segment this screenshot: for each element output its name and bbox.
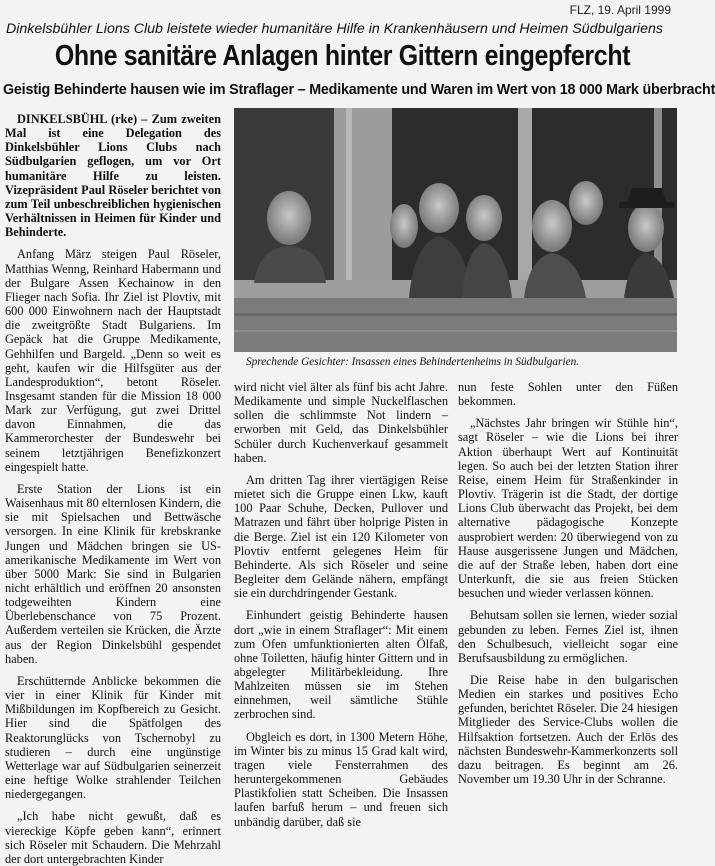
article-paragraph: Obgleich es dort, in 1300 Metern Höhe, im Winter bis zu minus 15 Grad kalt wird, tragen viele Fensterrahmen des heruntergekommenen Gebäudes Plastikfolien statt Scheiben. Die Insassen laufen barfuß herum – und freuen sich unbändig darüber, daß sie [234,729,448,829]
article-paragraph: Einhundert geistig Behinderte hausen dort „wie in einem Straflager“: Mit einem zum Ofen umfunktionierten alten Ölfaß, ohne Toiletten, häufig hinter Gittern und in abgelegter Militärbekleidung. Ihre Mahlzeiten müssen sie im Stehen einnehmen, weil sämtliche Stühle zerbrochen sind. [234,608,448,722]
subheadline: Geistig Behinderte hausen wie im Straflager – Medikamente und Waren im Wert von 18 000 Mark überbracht [3,82,715,98]
article-column-2 [234,380,448,829]
photo-illustration [234,108,677,352]
article-column-3 [458,380,678,787]
photo-caption: Sprechende Gesichter: Insassen eines Behindertenheims in Südbulgarien. [246,356,580,368]
article-paragraph: Erste Station der Lions ist ein Waisenhaus mit 80 elternlosen Kindern, die sie mit Spielsachen und Bettwäsche versorgen. In eine Klinik für krebskranke Jungen und Mädchen bringen sie US-amerikanische Medikamente im Wert von über 5000 Mark: Sie sind in Bulgarien nicht erhältlich und eröffnen 20 ansonsten todgeweihten Kindern eine Überlebenschance von 75 Prozent. Außerdem verteilen sie Krücken, die Ärzte aus der Region Dinkelsbühl gespendet haben. [5,481,221,666]
article-paragraph: „Nächstes Jahr bringen wir Stühle hin“, sagt Röseler – wie die Lions bei ihrer Aktion überhaupt Wert auf Kontinuität legen. So auch bei der letzten Station ihrer Reise, einem Heim für Straßenkinder in Plovtiv. Trägerin ist die Stadt, der dortige Lions Club überwacht das Projekt, bei dem alternative pädagogische Konzepte ausprobiert werden: 20 überwiegend von zu Hause ausgerissene Jungen und Mädchen, die auf der Straße leben, haben dort eine Unterkunft, die sie aus freien Stücken besuchen und wieder verlassen können. [458,416,678,601]
article-column-1 [5,112,221,866]
article-paragraph: Anfang März steigen Paul Röseler, Matthias Wenng, Reinhard Habermann und der Bulgare Assen Kechainow in den Flieger nach Sofia. Ihr Ziel ist Plovtiv, mit 600 000 Einwohnern nach der Hauptstadt die zweitgrößte Stadt Bulgariens. Im Gepäck hat die Gruppe Medikamente, Gehhilfen und Bargeld. „Denn so weit es geht, kaufen wir die Hilfsgüter aus der Landesproduktion“, betont Röseler. Insgesamt standen für die Mission 18 000 Mark zur Verfügung, gut zwei Drittel davon Einnahmen, die das Kammerorchester der Bundeswehr bei seinem letztjährigen Benefizkonzert eingespielt hatte. [5,247,221,474]
headline: Ohne sanitäre Anlagen hinter Gittern eingepfercht [54,40,631,72]
article-paragraph: Erschütternde Anblicke bekommen die vier in einer Klinik für Kinder mit Mißbildungen im Kopfbereich zu Gesicht. Hier sind die Spätfolgen des Reaktorunglücks von Tschernobyl zu studieren – durch eine ungünstige Wetterlage war auf Südbulgarien seinerzeit eine heftige Wolke strahlender Teilchen niedergegangen. [5,673,221,802]
article-paragraph: „Ich habe nicht gewußt, daß es viereckige Köpfe geben kann“, erinnert sich Röseler mit Schaudern. Die Mehrzahl der dort untergebrachten Kinder [5,809,221,866]
article-lead: DINKELSBÜHL (rke) – Zum zweiten Mal ist eine Delegation des Dinkelsbühler Lions Clubs nach Südbulgarien geflogen, um vor Ort humanitäre Hilfe zu leisten. Vizepräsident Paul Röseler berichtet von zum Teil unbeschreiblichen hygienischen Verhältnissen in Heimen für Kinder und Behinderte. [5,112,221,240]
article-paragraph: Behutsam sollen sie lernen, wieder sozial gebunden zu leben. Fernes Ziel ist, ihnen den Schulbesuch, vielleicht sogar eine Berufsausbildung zu ermöglichen. [458,608,678,665]
article-paragraph: Am dritten Tag ihrer viertägigen Reise mietet sich die Gruppe einen Lkw, kauft 100 Paar Schuhe, Decken, Pullover und Matrazen und fährt über holprige Pisten in die Berge. Ziel ist ein 120 Kilometer von Plovtiv entfernt gelegenes Heim für Behinderte. Als sich Röseler und seine Begleiter dem Gelände nähern, empfängt sie ein durchdringender Gestank. [234,472,448,601]
article-paragraph: wird nicht viel älter als fünf bis acht Jahre. Medikamente und simple Nuckelflaschen sollen die schlimmste Not lindern – erworben mit Geld, das Dinkelsbühler Schüler durch Kuchenverkauf gesammelt haben. [234,380,448,465]
article-paragraph: Die Reise habe in den bulgarischen Medien ein starkes und positives Echo gefunden, berichtet Röseler. Die 24 hiesigen Mitglieder des Service-Clubs wollen die Hilfsaktion fortsetzen. Auch der Erlös des nächsten Bundeswehr-Kammerkonzerts soll dazu beitragen. Es beginnt am 26. November um 19.30 Uhr in der Schranne. [458,672,678,787]
news-photo [234,108,677,352]
article-paragraph: nun feste Sohlen unter den Füßen bekommen. [458,380,678,409]
kicker-line: Dinkelsbühler Lions Club leistete wieder humanitäre Hilfe in Krankenhäusern und Heimen Südbulgariens [6,21,663,37]
dateline: FLZ, 19. April 1999 [569,3,671,17]
